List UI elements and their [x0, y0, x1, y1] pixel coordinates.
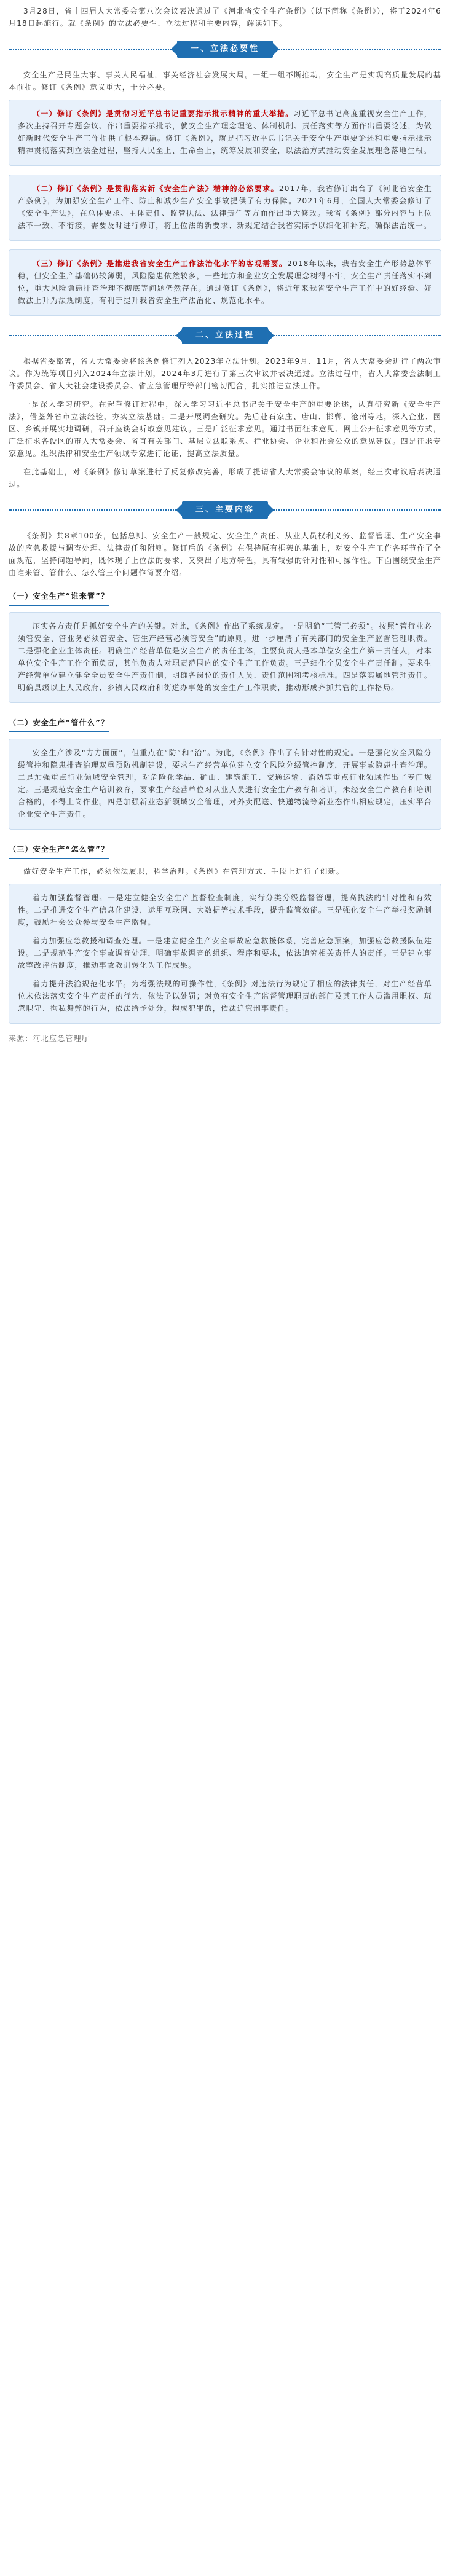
- question-card: [9, 884, 441, 1024]
- question-card: [9, 739, 441, 830]
- question-body: 压实各方责任是抓好安全生产的关键。对此，《条例》作出了系统规定。一是明确“三管三必须”。按照“管行业必须管安全、管业务必须管安全、管生产经营必须管安全”的原则，进一步厘清了有关部门的安全生产监督管理职责。二是强化企业主体责任。明确生产经营单位是安全生产的责任主体，主要负责人是本单位安全生产第一责任人，对本单位安全生产工作全面负责，其他负责人对职责范围内的安全生产工作负责。三是细化全员安全生产责任制。要求生产经营单位建立健全全员安全生产责任制，明确各岗位的责任人员、责任范围和考核标准。四是落实属地管理责任。明确县级以上人民政府、乡镇人民政府和街道办事处的安全生产工作职责，推动形成齐抓共管的工作格局。: [18, 622, 432, 692]
- necessity-card-3: [9, 249, 441, 316]
- necessity-card-1: [9, 100, 441, 166]
- content-paragraph-1: 《条例》共8章100条，包括总则、安全生产一般规定、安全生产责任、从业人员权利义务、监督管理、生产安全事故的应急救援与调查处理、法律责任和附则。修订后的《条例》在保持原有框架的基础上，对安全生产工作各环节作了全面规范，坚持问题导向，既体现了上位法的要求，又突出了地方特色，具有较强的针对性和可操作性。下面围绕安全生产由谁来管、管什么、怎么管三个问题作简要介绍。: [9, 532, 441, 577]
- card-body: 习近平总书记高度重视安全生产工作，多次主持召开专题会议、作出重要指示批示，就安全生产理念理论、体制机制、责任落实等方面作出重要论述，为做好新时代安全生产工作提供了根本遵循。修订《条例》，就是把习近平总书记关于安全生产重要论述和重要指示批示精神贯彻落实到立法全过程，坚持人民至上、生命至上，统筹发展和安全，以法治方式推动安全发展理念落地生根。: [18, 109, 432, 155]
- necessity-card-2: [9, 175, 441, 241]
- section-heading-necessity: [9, 41, 441, 58]
- how-item-3: 着力提升法治规范化水平。为增强法规的可操作性，《条例》对违法行为规定了相应的法律责任，对生产经营单位未依法落实安全生产责任的行为，依法予以处罚；对负有安全生产监督管理职责的部门及其工作人员滥用职权、玩忽职守、徇私舞弊的行为，依法给予处分，构成犯罪的，依法追究刑事责任。: [18, 980, 432, 1013]
- question-how: [9, 838, 441, 1024]
- section-heading-process: [9, 327, 441, 344]
- question-title: （一）安全生产“谁来管”？: [9, 589, 109, 606]
- article: [9, 0, 441, 1052]
- process-paragraph-3: 在此基础上，对《条例》修订草案进行了反复修改完善，形成了提请省人大常委会审议的草案，经三次审议后表决通过。: [9, 468, 441, 489]
- how-item-2: 着力加强应急救援和调查处理。一是建立健全生产安全事故应急救援体系，完善应急预案，加强应急救援队伍建设。二是规范生产安全事故调查处理，明确事故调查的组织、程序和要求，依法追究相关责任人的责任。三是建立事故整改评估制度，推动事故教训转化为工作成果。: [18, 937, 432, 970]
- question-title: （三）安全生产“怎么管”？: [9, 842, 109, 859]
- section-title: 二、立法过程: [182, 327, 268, 344]
- how-item-1: 着力加强监督管理。一是建立健全安全生产监督检查制度，实行分类分级监督管理，提高执法的针对性和有效性。二是推进安全生产信息化建设，运用互联网、大数据等技术手段，提升监管效能。三是强化安全生产举报奖励制度，鼓励社会公众参与安全生产监督。: [18, 893, 432, 927]
- necessity-opening: 安全生产是民生大事、事关人民福祉，事关经济社会发展大局。一组一组不断推动，安全生产是实现高质量发展的基本前提。修订《条例》意义重大，十分必要。: [9, 71, 441, 92]
- question-who: [9, 585, 441, 703]
- question-title: （二）安全生产“管什么”？: [9, 715, 109, 732]
- source-footer: 来源：河北应急管理厅: [9, 1034, 90, 1043]
- question-opening: 做好安全生产工作，必须依法履职，科学治理。《条例》在管理方式、手段上进行了创新。: [23, 867, 345, 876]
- card-body: 2018年以来，我省安全生产形势总体平稳，但安全生产基础仍较薄弱，风险隐患依然较多，一些地方和企业安全发展理念树得不牢，安全生产责任落实不到位，重大风险隐患排查治理不彻底等问题仍然存在。通过修订《条例》，将近年来我省安全生产工作中的好经验、好做法上升为法规制度，有利于提升我省安全生产法治化、规范化水平。: [18, 259, 433, 305]
- intro-paragraph: 3月28日，省十四届人大常委会第八次会议表决通过了《河北省安全生产条例》（以下简称《条例》），将于2024年6月18日起施行。就《条例》的立法必要性、立法过程和主要内容，解读如下。: [9, 7, 441, 28]
- question-body: 安全生产涉及“方方面面”，但重点在“防”和“治”。为此，《条例》作出了有针对性的规定。一是强化安全风险分级管控和隐患排查治理双重预防机制建设，要求生产经营单位建立安全风险分级管控制度，开展事故隐患排查治理。二是加强重点行业领域安全管理，对危险化学品、矿山、建筑施工、交通运输、消防等重点行业领域作出了专门规定。三是规范安全生产培训教育，要求生产经营单位对从业人员进行安全生产教育和培训，未经安全生产教育和培训合格的，不得上岗作业。四是加强新业态新领域安全管理，对外卖配送、快递物流等新业态作出相应规定，压实平台企业安全生产责任。: [18, 748, 432, 819]
- card-title: （二）修订《条例》是贯彻落实新《安全生产法》精神的必然要求。: [33, 184, 279, 193]
- section-title: 一、立法必要性: [177, 41, 273, 58]
- question-card: [9, 612, 441, 703]
- section-title: 三、主要内容: [182, 501, 268, 519]
- question-what: [9, 712, 441, 830]
- section-heading-content: [9, 501, 441, 519]
- card-title: （三）修订《条例》是推进我省安全生产工作法治化水平的客观需要。: [33, 259, 288, 268]
- process-paragraph-1: 根据省委部署，省人大常委会将该条例修订列入2023年立法计划。2023年9月、11月，省人大常委会进行了两次审议。作为统筹项目列入2024年立法计划，2024年3月进行了第三次审议并表决通过。立法过程中，省人大常委会法制工作委员会、省人大社会建设委员会、省应急管理厅等部门密切配合，扎实推进立法工作。: [9, 357, 441, 390]
- card-body: 2017年，我省修订出台了《河北省安全生产条例》，为加强安全生产工作、防止和减少生产安全事故提供了有力保障。2021年6月，全国人大常委会修订了《安全生产法》，在总体要求、主体责任、监管执法、法律责任等方面作出重大修改。我省《条例》部分内容与上位法不一致、不衔接，需要及时进行修订，将上位法的新要求、新规定结合我省实际予以细化和补充，确保法治统一。: [18, 184, 432, 230]
- process-paragraph-2: 一是深入学习研究。在起草修订过程中，深入学习习近平总书记关于安全生产的重要论述，认真研究新《安全生产法》，借鉴外省市立法经验，夯实立法基础。二是开展调查研究。先后赴石家庄、唐山、邯郸、沧州等地，深入企业、园区、乡镇开展实地调研，召开座谈会听取意见建议。三是广泛征求意见。通过书面征求意见、网上公开征求意见等方式，广泛征求各设区的市人大常委会、省直有关部门、基层立法联系点、行业协会、企业和社会公众的意见建议。四是征求专家意见。组织法律和安全生产领域专家进行论证，提高立法质量。: [9, 400, 441, 458]
- card-title: （一）修订《条例》是贯彻习近平总书记重要指示批示精神的重大举措。: [33, 109, 294, 118]
